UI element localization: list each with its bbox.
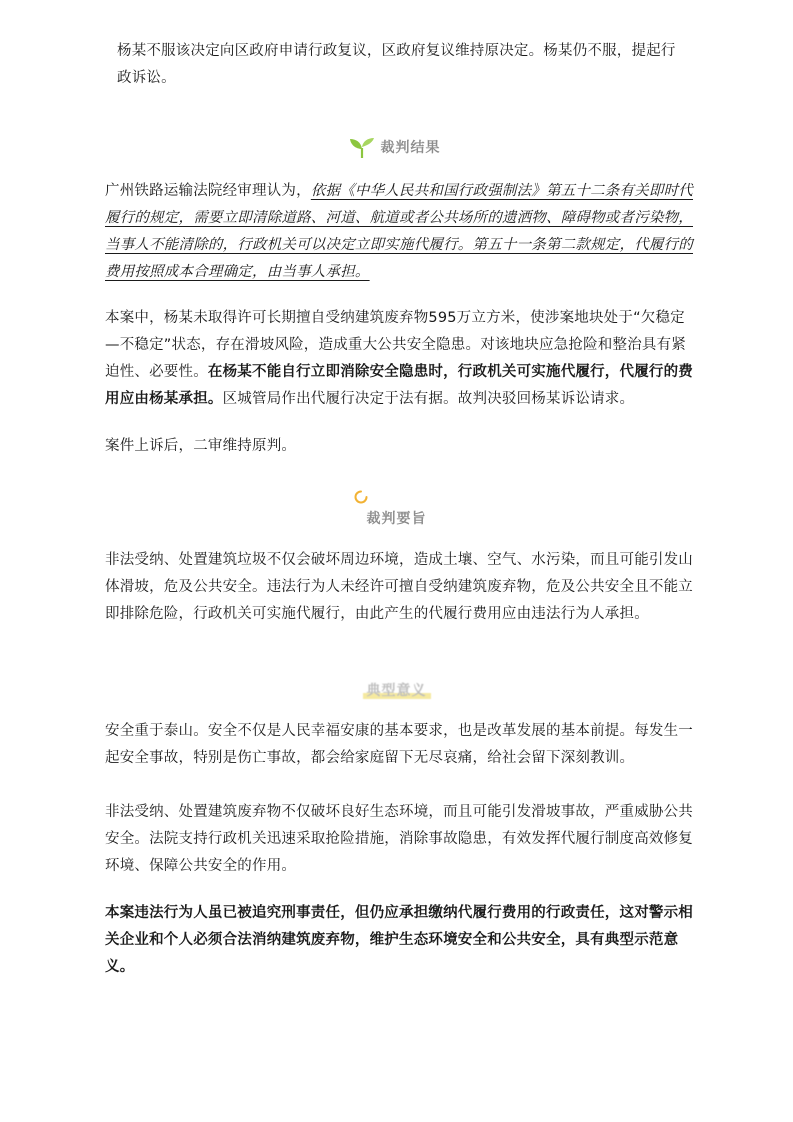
verdict-lead: 广州铁路运输法院经审理认为，: [105, 183, 311, 199]
gist-heading: [0, 508, 793, 528]
sprout-icon: [349, 137, 375, 159]
verdict-paragraph-3: 案件上诉后，二审维持原判。: [105, 438, 297, 454]
gist-heading-text: 裁判要旨: [363, 508, 431, 528]
verdict-paragraph-2: [105, 305, 695, 413]
significance-paragraph-2: 非法受纳、处置建筑废弃物不仅破坏良好生态环境，而且可能引发滑坡事故，严重威胁公共安全。法院支持行政机关迅速采取抢险措施，消除事故隐患，有效发挥代履行制度高效修复环境、保障公共安全的作用。: [105, 804, 693, 874]
law-citation: 依据《中华人民共和国行政强制法》第五十二条有关即时代履行的规定，需要立即清除道路、河道、航道或者公共场所的遗洒物、障碍物或者污染物，当事人不能清除的，行政机关可以决定立即实施代履行。第五十一条第二款规定，代履行的费用按照成本合理确定，由当事人承担。: [105, 183, 694, 280]
verdict-paragraph-1: [105, 178, 695, 286]
significance-paragraph-3: 本案违法行为人虽已被追究刑事责任，但仍应承担缴纳代履行费用的行政责任，这对警示相关企业和个人必须合法消纳建筑废弃物，维护生态环境安全和公共安全，具有典型示范意义。: [105, 905, 693, 975]
significance-heading-text: 典型意义: [363, 680, 431, 700]
intro-paragraph: 杨某不服该决定向区政府申请行政复议，区政府复议维持原决定。杨某仍不服，提起行政诉讼。: [117, 43, 676, 86]
verdict-p2-a: 本案中，杨某未取得许可长期擅自受纳建筑废弃物595万立方米，使涉案地块处于“欠稳定—不稳定”状态，存在滑坡风险，造成重大公共安全隐患。对该地块应急抢险和整治具有紧迫性、必要性。: [105, 310, 687, 380]
verdict-heading: [0, 137, 793, 159]
significance-paragraph-1: 安全重于泰山。安全不仅是人民幸福安康的基本要求，也是改革发展的基本前提。每发生一起安全事故，特别是伤亡事故，都会给家庭留下无尽哀痛，给社会留下深刻教训。: [105, 723, 693, 766]
verdict-p2-bold: 在杨某不能自行立即消除安全隐患时，行政机关可实施代履行，代履行的费用应由杨某承担。: [105, 364, 694, 407]
gist-paragraph: 非法受纳、处置建筑垃圾不仅会破坏周边环境，造成土壤、空气、水污染，而且可能引发山体滑坡，危及公共安全。违法行为人未经许可擅自受纳建筑废弃物，危及公共安全且不能立即排除危险，行政机关可实施代履行，由此产生的代履行费用应由违法行为人承担。: [105, 552, 693, 622]
loading-spinner-icon: [354, 490, 368, 504]
significance-heading: [0, 680, 793, 700]
verdict-heading-text: 裁判结果: [377, 137, 445, 157]
verdict-p2-b: 区城管局作出代履行决定于法有据。故判决驳回杨某诉讼请求。: [222, 391, 635, 407]
